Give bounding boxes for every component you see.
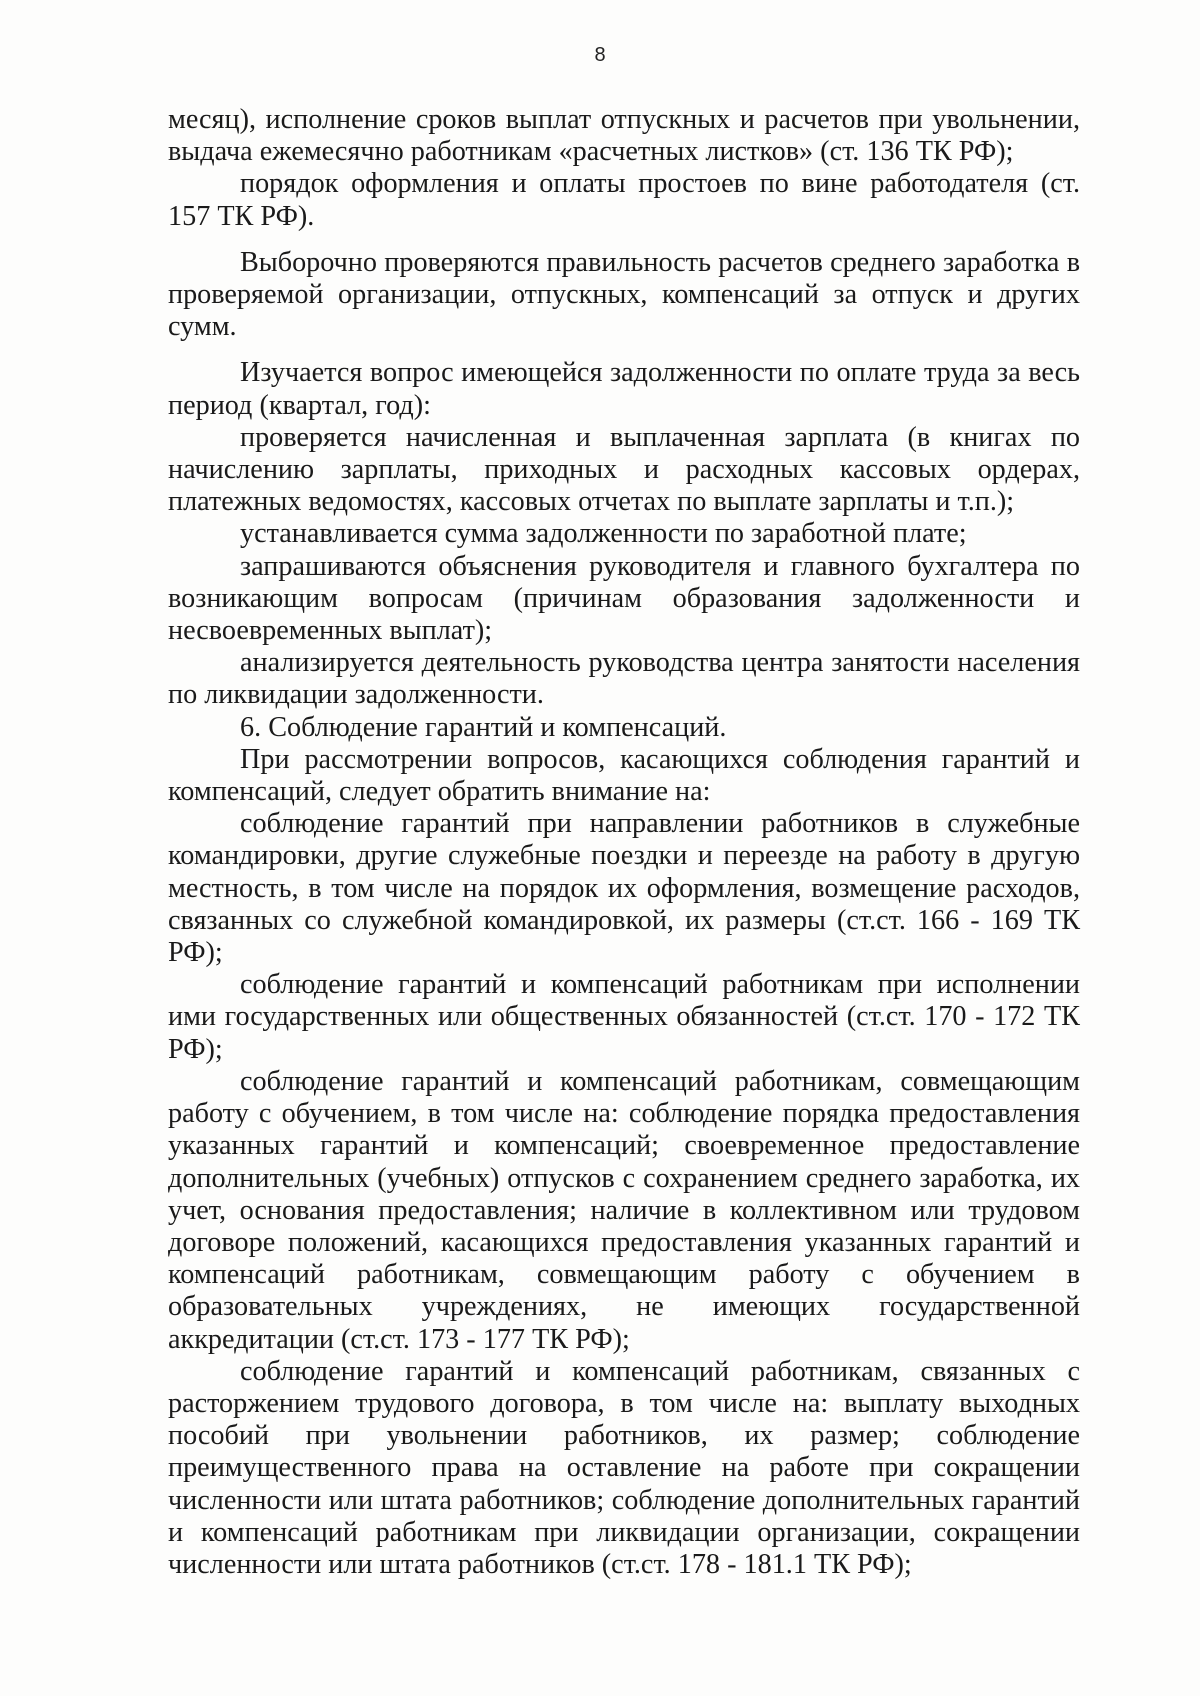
paragraph: проверяется начисленная и выплаченная зарплата (в книгах по начислению зарплаты, приходных и расходных кассовых ордерах, платежных ведомостях, кассовых отчетах по выплате зарплаты и т.п.); <box>168 421 1080 518</box>
paragraph: запрашиваются объяснения руководителя и главного бухгалтера по возникающим вопросам (причинам образования задолженности и несвоевременных выплат); <box>168 550 1080 647</box>
document-body <box>168 104 1080 1581</box>
paragraph: соблюдение гарантий и компенсаций работникам, совмещающим работу с обучением, в том числе на: соблюдение порядка предоставления указанных гарантий и компенсаций; своевременное предоставление дополнительных (учебных) отпусков с сохранением среднего заработка, их учет, основания предоставления; наличие в коллективном или трудовом договоре положений, касающихся предоставления указанных гарантий и компенсаций работникам, совмещающим работу с обучением в образовательных учреждениях, не имеющих государственной аккредитации (ст.ст. 173 - 177 ТК РФ); <box>168 1065 1080 1355</box>
paragraph: порядок оформления и оплаты простоев по вине работодателя (ст. 157 ТК РФ). <box>168 168 1080 232</box>
paragraph: устанавливается сумма задолженности по заработной плате; <box>240 518 967 550</box>
paragraph: Изучается вопрос имеющейся задолженности по оплате труда за весь период (квартал, год): <box>168 357 1080 421</box>
paragraph: соблюдение гарантий и компенсаций работникам, связанных с расторжением трудового договора, в том числе на: выплату выходных пособий при увольнении работников, их размер; соблюдение преимущественного права на оставление на работе при сокращении численности или штата работников; соблюдение дополнительных гарантий и компенсаций работникам при ликвидации организации, сокращении численности или штата работников (ст.ст. 178 - 181.1 ТК РФ); <box>168 1355 1080 1580</box>
section-heading: 6. Соблюдение гарантий и компенсаций. <box>240 711 727 743</box>
paragraph: При рассмотрении вопросов, касающихся соблюдения гарантий и компенсаций, следует обратить внимание на: <box>168 743 1080 808</box>
paragraph: месяц), исполнение сроков выплат отпускных и расчетов при увольнении, выдача ежемесячно работникам «расчетных листков» (ст. 136 ТК РФ); <box>168 104 1080 168</box>
paragraph: анализируется деятельность руководства центра занятости населения по ликвидации задолженности. <box>168 647 1080 711</box>
paragraph: Выборочно проверяются правильность расчетов среднего заработка в проверяемой организации, отпускных, компенсаций за отпуск и других сумм. <box>168 246 1080 343</box>
paragraph: соблюдение гарантий при направлении работников в служебные командировки, другие служебные поездки и переезде на работу в другую местность, в том числе на порядок их оформления, возмещение расходов, связанных со служебной командировкой, их размеры (ст.ст. 166 - 169 ТК РФ); <box>168 808 1080 969</box>
paragraph: соблюдение гарантий и компенсаций работникам при исполнении ими государственных или общественных обязанностей (ст.ст. 170 - 172 ТК РФ); <box>168 969 1080 1065</box>
page-number: 8 <box>594 44 606 66</box>
